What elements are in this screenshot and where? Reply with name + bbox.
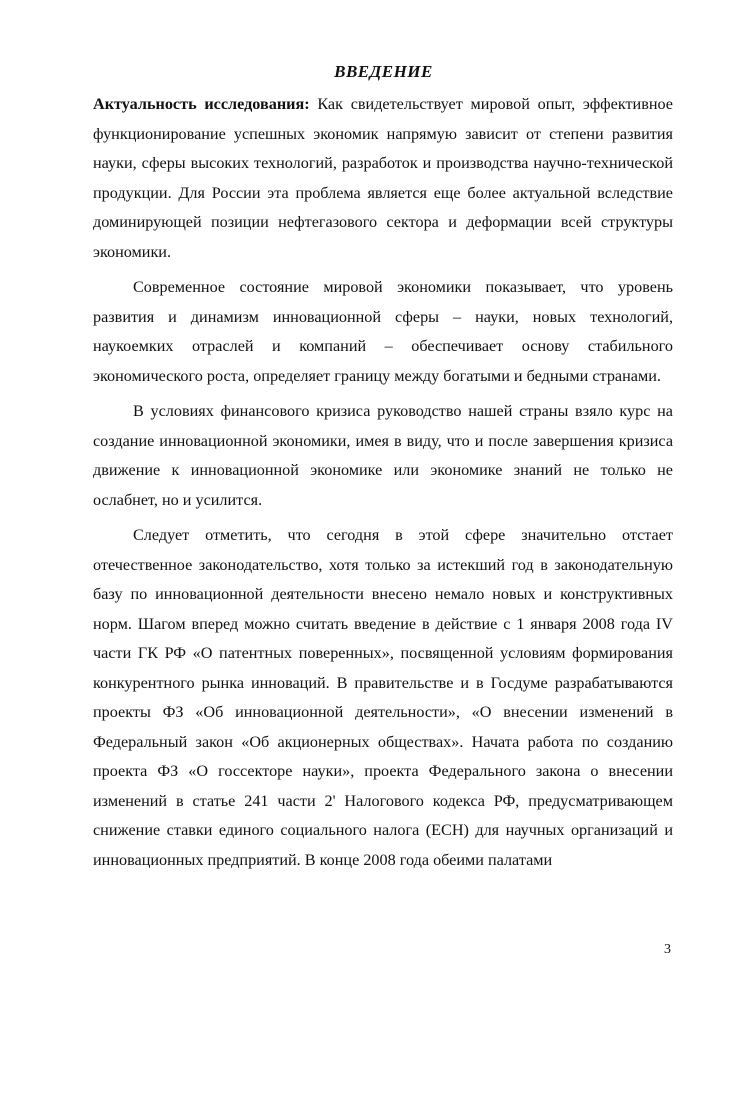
lead-label: Актуальность исследования: [93, 95, 310, 113]
paragraph-2: Современное состояние мировой экономики показывает, что уровень развития и динамизм инновационной сферы – науки, новых технологий, наукоемких отраслей и компаний – обеспечивает основу стабильного экономического роста, определяет границу между богатыми и бедными странами. [93, 278, 673, 385]
page-number: 3 [664, 942, 671, 957]
paragraph-1 [93, 90, 673, 267]
paragraph-3: В условиях финансового кризиса руководство нашей страны взяло курс на создание инновационной экономики, имея в виду, что и после завершения кризиса движение к инновационной экономике или экономике знаний не только не ослабнет, но и усилится. [93, 402, 673, 509]
page-title: ВВЕДЕНИЕ [334, 62, 433, 81]
paragraph-4: Следует отметить, что сегодня в этой сфере значительно отстает отечественное законодательство, хотя только за истекший год в законодательную базу по инновационной деятельности внесено немало новых и конструктивных норм. Шагом вперед можно считать введение в действие с 1 января 2008 года IV части ГК РФ «О патентных поверенных», посвященной условиям формирования конкурентного рынка инноваций. В правительстве и в Госдуме разрабатываются проекты ФЗ «Об инновационной деятельности», «О внесении изменений в Федеральный закон «Об акционерных обществах». Начата работа по созданию проекта ФЗ «О госсекторе науки», проекта Федерального закона о внесении изменений в статье 241 части 2' Налогового кодекса РФ, предусматривающем снижение ставки единого социального налога (ЕСН) для научных организаций и инновационных предприятий. В конце 2008 года обеими палатами [93, 526, 673, 869]
body-text [93, 90, 673, 875]
paragraph-1-text: Как свидетельствует мировой опыт, эффективное функционирование успешных экономик напрямую зависит от степени развития науки, сферы высоких технологий, разработок и производства научно-технической продукции. Для России эта проблема является еще более актуальной вследствие доминирующей позиции нефтегазового сектора и деформации всей структуры экономики. [93, 95, 673, 261]
